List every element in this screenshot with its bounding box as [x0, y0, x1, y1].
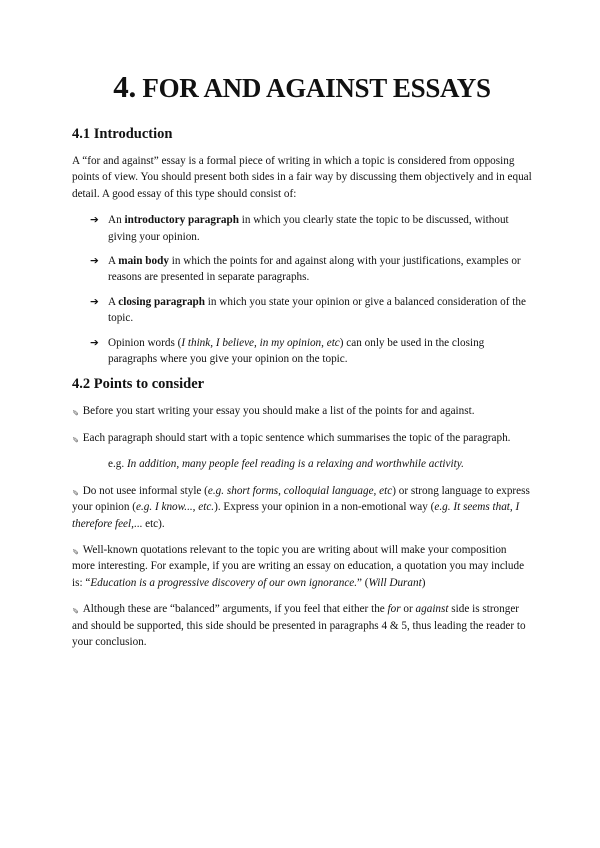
text-segment: in which the points for and against along with your justifications, examples or reasons are presented in separate paragraphs.: [108, 255, 521, 284]
point-paragraph: [72, 403, 532, 419]
text-segment: An: [108, 214, 125, 227]
bold-term: closing paragraph: [118, 295, 205, 308]
text-segment: Although these are “balanced” arguments, if you feel that either the: [82, 603, 388, 616]
text-segment: ) can only be used in the closing paragraphs where you give your opinion on the topic.: [108, 336, 485, 366]
quotation-text: Education is a progressive discovery of our own ignorance.: [90, 576, 358, 589]
intro-paragraph: A “for and against” essay is a formal piece of writing in which a topic is considered from opposing points of view. You should present both sides in a fair way by discussing them objectively and in equal detail. A good essay of this type should consist of:: [72, 155, 532, 200]
italic-term: against: [415, 603, 449, 616]
example-text: In addition, many people feel reading is a relaxing and worthwhile activity.: [126, 458, 464, 471]
text-segment: ” (: [357, 576, 369, 589]
pencil-icon: ✎: [72, 407, 79, 417]
example-sentence: [108, 456, 532, 472]
text-segment: or: [400, 603, 416, 616]
list-item: [90, 294, 532, 327]
text-segment: ) or strong language to express your opinion (: [72, 484, 530, 514]
text-segment: side is stronger and should be supported, this side should be presented in paragraphs 4 & 5, thus leading the reader to your conclusion.: [72, 603, 526, 648]
text-segment: Before you start writing your essay you should make a list of the points for and against.: [82, 405, 475, 418]
structure-list: [72, 212, 532, 367]
quotation-author: Will Durant: [368, 576, 422, 589]
text-segment: ... etc).: [133, 517, 165, 530]
text-segment: A: [108, 255, 119, 268]
title-number: 4.: [113, 69, 136, 104]
text-segment: ). Express your opinion in a non-emotional way (: [214, 501, 435, 514]
arrow-right-icon: ➔: [90, 295, 99, 308]
list-item: [90, 212, 532, 245]
pencil-icon: ✎: [72, 546, 79, 556]
text-segment: in which you clearly state the topic to be discussed, without giving your opinion.: [108, 214, 509, 243]
list-item: [90, 253, 532, 286]
point-paragraph: [72, 601, 532, 650]
italic-term: for: [387, 603, 401, 616]
arrow-right-icon: ➔: [90, 214, 99, 227]
text-segment: ): [421, 576, 426, 589]
point-paragraph: [72, 430, 532, 446]
italic-term: e.g. short forms, colloquial language, etc: [207, 484, 393, 497]
italic-term: I think, I believe, in my opinion, etc: [181, 336, 340, 349]
arrow-right-icon: ➔: [90, 255, 99, 268]
page-title: [72, 70, 532, 105]
example-prefix: e.g.: [108, 458, 127, 471]
text-segment: Each paragraph should start with a topic sentence which summarises the topic of the paragraph.: [82, 431, 511, 444]
point-paragraph: [72, 483, 532, 532]
document-page: [72, 70, 532, 660]
pencil-icon: ✎: [72, 487, 79, 497]
list-item: [90, 335, 532, 368]
arrow-right-icon: ➔: [90, 336, 99, 349]
text-segment: Well-known quotations relevant to the topic you are writing about will make your composition more interesting. For example, if you are writing an essay on education, a quotation you may include is: “: [72, 543, 525, 589]
text-segment: Opinion words (: [108, 336, 182, 349]
point-paragraph: [72, 542, 532, 591]
pencil-icon: ✎: [72, 605, 79, 615]
bold-term: introductory paragraph: [124, 214, 239, 227]
italic-term: e.g. I know..., etc.: [136, 501, 215, 514]
text-segment: A: [108, 295, 119, 308]
pencil-icon: ✎: [72, 434, 79, 444]
section-heading-points: 4.2 Points to consider: [72, 376, 205, 393]
text-segment: in which you state your opinion or give a balanced consideration of the topic.: [108, 295, 526, 325]
italic-term: e.g. It seems that, I therefore feel,: [72, 501, 520, 530]
section-heading-introduction: 4.1 Introduction: [72, 126, 173, 142]
bold-term: main body: [118, 255, 169, 268]
text-segment: Do not usee informal style (: [82, 484, 208, 497]
title-text: FOR AND AGAINST ESSAYS: [142, 73, 491, 103]
